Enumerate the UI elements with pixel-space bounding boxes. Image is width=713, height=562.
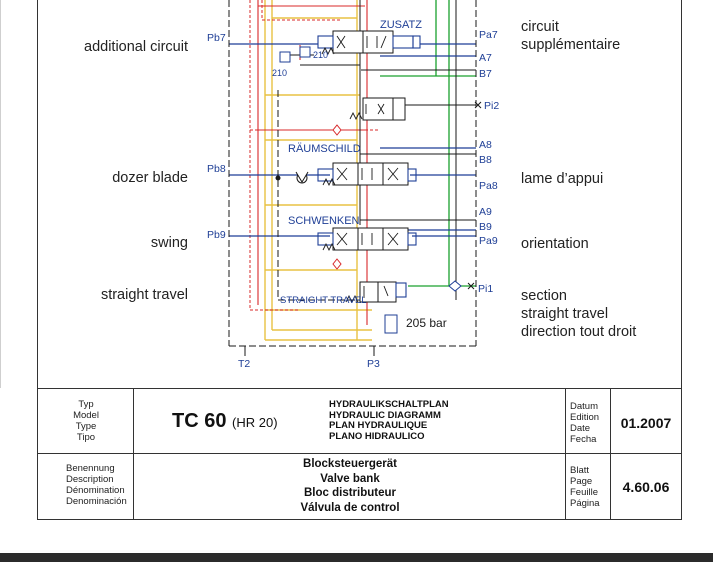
type-labels-cell [38,389,134,453]
port-a8: A8 [479,139,492,151]
port-pb7: Pb7 [207,32,226,44]
port-pa9: Pa9 [479,235,498,247]
port-a7: A7 [479,52,492,64]
diagram-title: PLAN HYDRAULIQUE [329,420,428,431]
page-label: Feuille [570,487,598,498]
model-cell [134,389,566,453]
page-label: Blatt [570,465,590,476]
label-section-line3: direction tout droit [521,324,637,340]
type-label: Typ [78,399,94,410]
date-label: Date [570,423,591,434]
pi-crosses [468,102,481,289]
date-value-cell [611,389,681,453]
valve-spools [333,31,408,302]
diagram-title: HYDRAULIC DIAGRAMM [329,409,441,421]
tank-pressure-lines [245,346,374,356]
label-lame-appui: lame d’appui [521,171,604,187]
page-value-cell [611,453,681,519]
port-pi2: Pi2 [484,100,500,112]
label-section-straight-travel [521,287,636,341]
desc-label: Dénomination [66,485,125,496]
model-name [172,410,278,433]
description-values [134,457,566,515]
type-label: Model [73,410,99,421]
label-orientation: orientation [521,236,589,252]
desc-labels [66,463,127,507]
description-cell [134,453,566,519]
section-schwenken: SCHWENKEN [288,215,360,227]
port-p3: P3 [367,358,380,370]
port-pb8: Pb8 [207,163,226,175]
date-label: Fecha [570,434,597,445]
desc-label: Denominación [66,496,127,507]
section-straight-travel: STRAIGHT TRAVEL [280,295,367,306]
title-block-row-description [38,453,681,519]
label-section-line2: straight travel [521,306,609,322]
desc-label: Benennung [66,463,115,474]
port-b7: B7 [479,68,492,80]
page-label: Página [570,498,600,509]
label-circuit-line1: circuit [521,19,559,35]
date-label: Datum [570,401,598,412]
diagram-titles [329,400,449,442]
port-b8: B8 [479,154,492,166]
label-section-line1: section [521,288,567,304]
label-straight-travel: straight travel [100,287,188,303]
page-label: Page [570,476,593,487]
port-t2: T2 [238,358,251,370]
type-label: Tipo [76,432,96,443]
label-circuit-supplementaire [521,18,620,54]
model-code: TC 60 [172,410,227,432]
title-block [37,388,682,520]
model-variant: (HR 20) [232,415,278,430]
label-dozer-blade: dozer blade [112,170,188,186]
label-additional-circuit: additional circuit [84,39,188,55]
desc-label: Description [66,474,114,485]
section-raeumschild: RÄUMSCHILD [288,143,361,155]
port-b9: B9 [479,221,492,233]
relief-205-bar: 205 bar [406,316,447,330]
page-labels-cell [566,453,611,519]
page-labels [570,465,600,509]
page-number-value: 4.60.06 [622,479,670,495]
diagram-title: PLANO HIDRAULICO [329,430,425,442]
title-block-row-model [38,389,681,454]
desc-labels-cell [38,453,134,519]
relief-210-a: 210 [313,50,329,60]
check-valves [276,172,308,183]
description-value: Válvula de control [300,501,400,514]
description-value: Bloc distributeur [303,487,396,499]
shuttle-diamond [449,281,461,291]
diagram-title: HYDRAULIKSCHALTPLAN [329,399,449,410]
port-a9: A9 [479,206,492,218]
description-value: Valve bank [320,472,380,485]
port-pi1: Pi1 [478,283,494,295]
type-label: Type [75,421,97,432]
port-pa8: Pa8 [479,180,498,192]
relief-210-b: 210 [272,68,288,78]
port-pb9: Pb9 [207,229,226,241]
viewer-bottom-bar [0,553,713,562]
date-value: 01.2007 [620,415,672,431]
date-labels-cell [566,389,611,453]
label-swing: swing [150,235,188,251]
description-value: Blocksteuergerät [303,458,397,470]
label-circuit-line2: supplémentaire [521,37,621,53]
date-labels [570,401,599,445]
section-zusatz: ZUSATZ [380,19,422,31]
port-pa7: Pa7 [479,29,498,41]
type-labels [38,399,134,443]
date-label: Edition [570,412,600,423]
